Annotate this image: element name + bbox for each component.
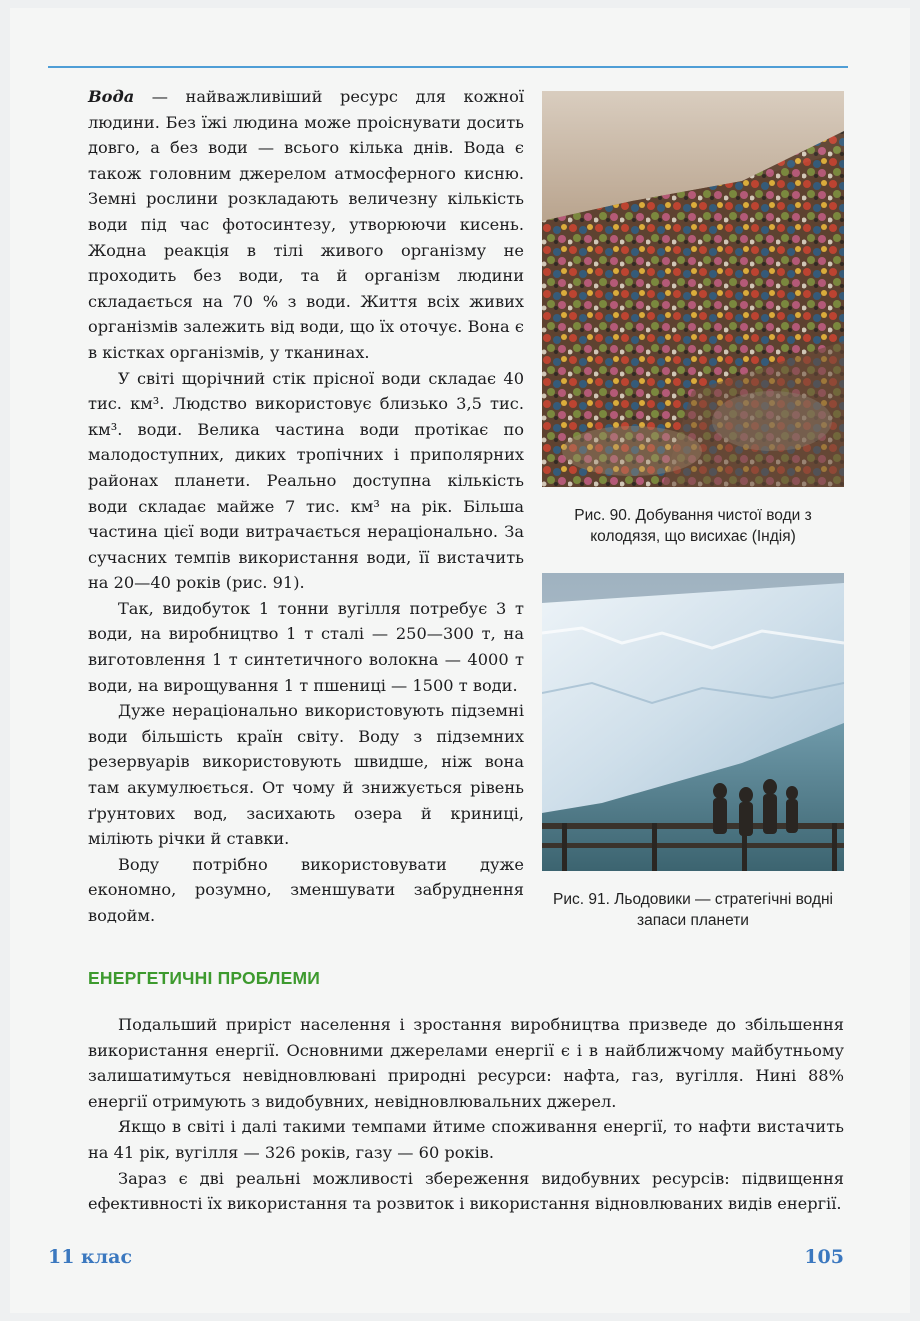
grade-label: 11 клас (48, 1246, 133, 1268)
section-heading: ЕНЕРГЕТИЧНІ ПРОБЛЕМИ (88, 968, 321, 988)
main-text-column (88, 84, 524, 929)
paragraph-conservation: Воду потрібно використовувати дуже економно, розумно, зменшувати забруднення водойм. (88, 854, 524, 925)
lead-word: Вода (88, 87, 135, 106)
figure-91 (542, 573, 844, 931)
energy-section-text (88, 1012, 844, 1217)
page-number: 105 (804, 1246, 844, 1268)
paragraph-text: — найважливіший ресурс для кожної людини. Без їжі людина може проіснувати досить довго, а без води — всього кілька днів. Вода є також головним джерелом атмосферного кисню. Земні рослини розкладають величезну кількість води під час фотосинтезу, утворюючи кисень. Жодна реакція в тілі живого організму не проходить без води, та й організм людини складається на 70 % з води. Життя всіх живих організмів залежить від води, що їх оточує. Вона є в кістках організмів, у тканинах. (88, 87, 524, 362)
paragraph-energy-options: Зараз є дві реальні можливості збереження видобувних ресурсів: підвищення ефективності їх використання та розвиток і використання відновлюваних видів енергії. (88, 1168, 844, 1214)
paragraph-industry-usage: Так, видобуток 1 тонни вугілля потребує 3 т води, на виробництво 1 т сталі — 250—300 т, на виготовлення 1 т синтетичного волокна — 4000 т води, на вирощування 1 т пшениці — 1500 т води. (88, 598, 524, 695)
paragraph-groundwater: Дуже нераціонально використовують підземні води більшість країн світу. Воду з підземних резервуарів використовують швидше, ніж вона там акумулюється. От чому й знижується рівень ґрунтових вод, засихають озера й криниці, міліють річки й ставки. (88, 701, 524, 849)
paragraph-energy-reserves: Якщо в світі і далі такими темпами йтиме споживання енергії, то нафти вистачить на 41 рік, вугілля — 326 років, газу — 60 років. (88, 1117, 844, 1162)
figure-90-caption: Рис. 90. Добування чистої води з колодязя, що висихає (Індія) (574, 507, 812, 545)
paragraph-freshwater: У світі щорічний стік прісної води складає 40 тис. км³. Людство використовує близько 3,5 тис. км³. води. Велика частина води протікає по малодоступних, диких тропічних і приполярних районах планети. Реально доступна кількість води складає майже 7 тис. км³ на рік. Більша частина цієї води витрачається нераціонально. За сучасних темпів використання води, її вистачить на 20—40 років (рис. 91). (88, 368, 524, 593)
figure-91-photo (542, 573, 844, 875)
paragraph-water-intro (88, 84, 524, 366)
figure-91-caption: Рис. 91. Льодовики — стратегічні водні запаси планети (552, 891, 833, 929)
paragraph-energy-growth: Подальший приріст населення і зростання виробництва призведе до збільшення використання енергії. Основними джерелами енергії є і в найближчому майбутньому залишатимуться невідновлювані природні ресурси: нафта, газ, вугілля. Нині 88% енергії отримують з видобувних, невідновлювальних джерел. (88, 1015, 844, 1111)
figure-90 (542, 91, 844, 547)
top-rule (48, 66, 848, 68)
figure-90-photo (542, 91, 844, 491)
